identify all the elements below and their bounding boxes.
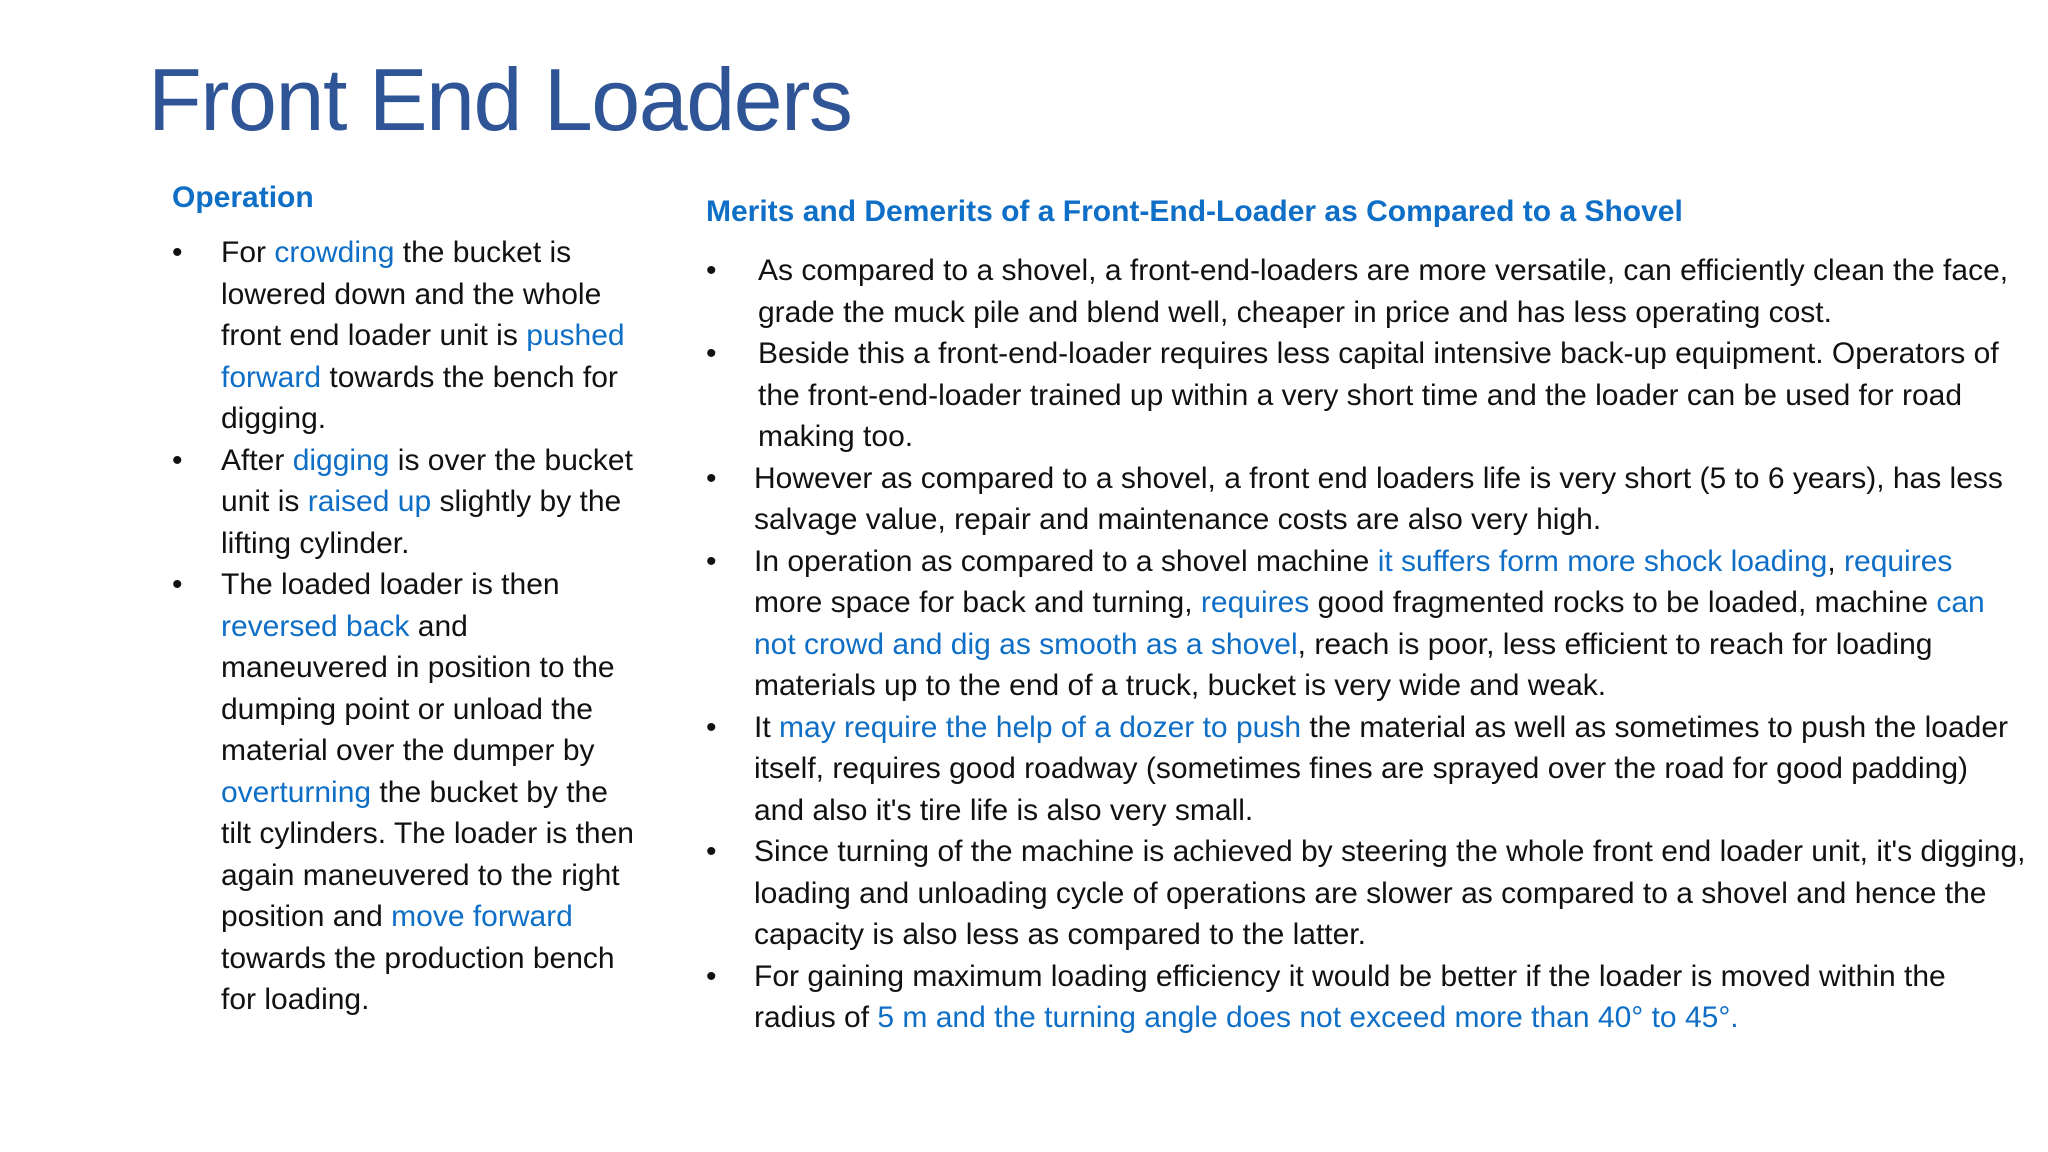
merits-list — [706, 250, 2026, 458]
bullet-item — [172, 564, 642, 1021]
bullet-item — [706, 458, 2026, 541]
bullet-item — [706, 831, 2026, 956]
bullet-text: As compared to a shovel, a front-end-loaders are more versatile, can efficiently clean the face, grade the muck pile and blend well, cheaper in price and has less operating cost. — [758, 254, 2009, 329]
bullet-item — [172, 232, 642, 440]
bullet-text: However as compared to a shovel, a front end loaders life is very short (5 to 6 years), has less salvage value, repair and maintenance costs are also very high. — [754, 461, 2003, 536]
slide-title: Front End Loaders — [148, 50, 852, 149]
highlighted-text: requires — [1200, 586, 1310, 619]
bullet-item — [706, 956, 2026, 1039]
operation-heading: Operation — [172, 181, 314, 214]
highlighted-text: requires — [1844, 544, 1953, 578]
bullet-item — [706, 250, 2026, 333]
bullet-text: is over the bucket unit is — [221, 443, 633, 518]
bullet-item — [706, 333, 2026, 458]
highlighted-text: may require the help of a dozer to push — [779, 710, 1301, 744]
bullet-text: the material as well as sometimes to push the loader itself, requires good roadway (sometimes fines are sprayed over the road for good padding) and also it's tire life is also very small. — [754, 710, 2009, 827]
bullet-text: The loaded loader is then — [221, 568, 560, 601]
highlighted-text: overturning — [221, 775, 372, 809]
bullet-text: , — [1827, 544, 1845, 578]
highlighted-text: can not crowd and dig as smooth as a shovel — [754, 586, 1985, 661]
bullet-text: the bucket by the tilt cylinders. The loader is then again maneuvered to the right position and — [221, 775, 634, 933]
bullet-text: It — [754, 710, 780, 744]
bullet-item — [706, 707, 2026, 832]
bullet-text: slightly by the lifting cylinder. — [221, 485, 622, 560]
bullet-text: In operation as compared to a shovel machine — [754, 544, 1378, 578]
highlighted-text: reversed back — [221, 609, 410, 643]
bullet-text: and maneuvered in position to the dumping point or unload the material over the dumper by — [221, 609, 615, 767]
bullet-text: For — [221, 236, 275, 269]
bullet-text: Beside this a front-end-loader requires less capital intensive back-up equipment. Operators of the front-end-loader trained up within a very short time and the loader can be used for road making too. — [758, 337, 1999, 453]
operation-section — [172, 176, 642, 1021]
highlighted-text: it suffers form more shock loading — [1377, 544, 1828, 578]
bullet-text: towards the production bench for loading. — [221, 941, 615, 1016]
demerits-list — [706, 458, 2026, 1039]
highlighted-text: pushed forward — [221, 319, 625, 394]
bullet-item — [172, 440, 642, 565]
bullet-text: Since turning of the machine is achieved by steering the whole front end loader unit, it's digging, loading and unloading cycle of operations are slower as compared to a shovel and hence the capacity is also less as compared to the latter. — [754, 835, 2026, 951]
highlighted-text: raised up — [307, 485, 432, 518]
highlighted-text: 5 m and the turning angle does not exceed more than 40° to 45°. — [877, 1001, 1739, 1034]
bullet-text: For gaining maximum loading efficiency it would be better if the loader is moved within the radius of — [754, 959, 1946, 1034]
merits-demerits-heading: Merits and Demerits of a Front-End-Loader as Compared to a Shovel — [706, 195, 1683, 228]
bullet-text: After — [221, 443, 293, 477]
operation-list — [172, 232, 642, 1021]
highlighted-text: move forward — [391, 900, 573, 933]
merits-demerits-section — [706, 190, 2026, 1039]
highlighted-text: crowding — [274, 236, 395, 269]
bullet-text: more space for back and turning, — [754, 586, 1201, 619]
bullet-text: towards the bench for digging. — [221, 360, 618, 435]
bullet-text: the bucket is lowered down and the whole front end loader unit is — [221, 236, 602, 352]
bullet-item — [706, 541, 2026, 707]
bullet-text: , reach is poor, less efficient to reach for loading materials up to the end of a truck, bucket is very wide and weak. — [754, 627, 1933, 702]
bullet-text: good fragmented rocks to be loaded, machine — [1309, 586, 1937, 619]
highlighted-text: digging — [292, 443, 390, 477]
